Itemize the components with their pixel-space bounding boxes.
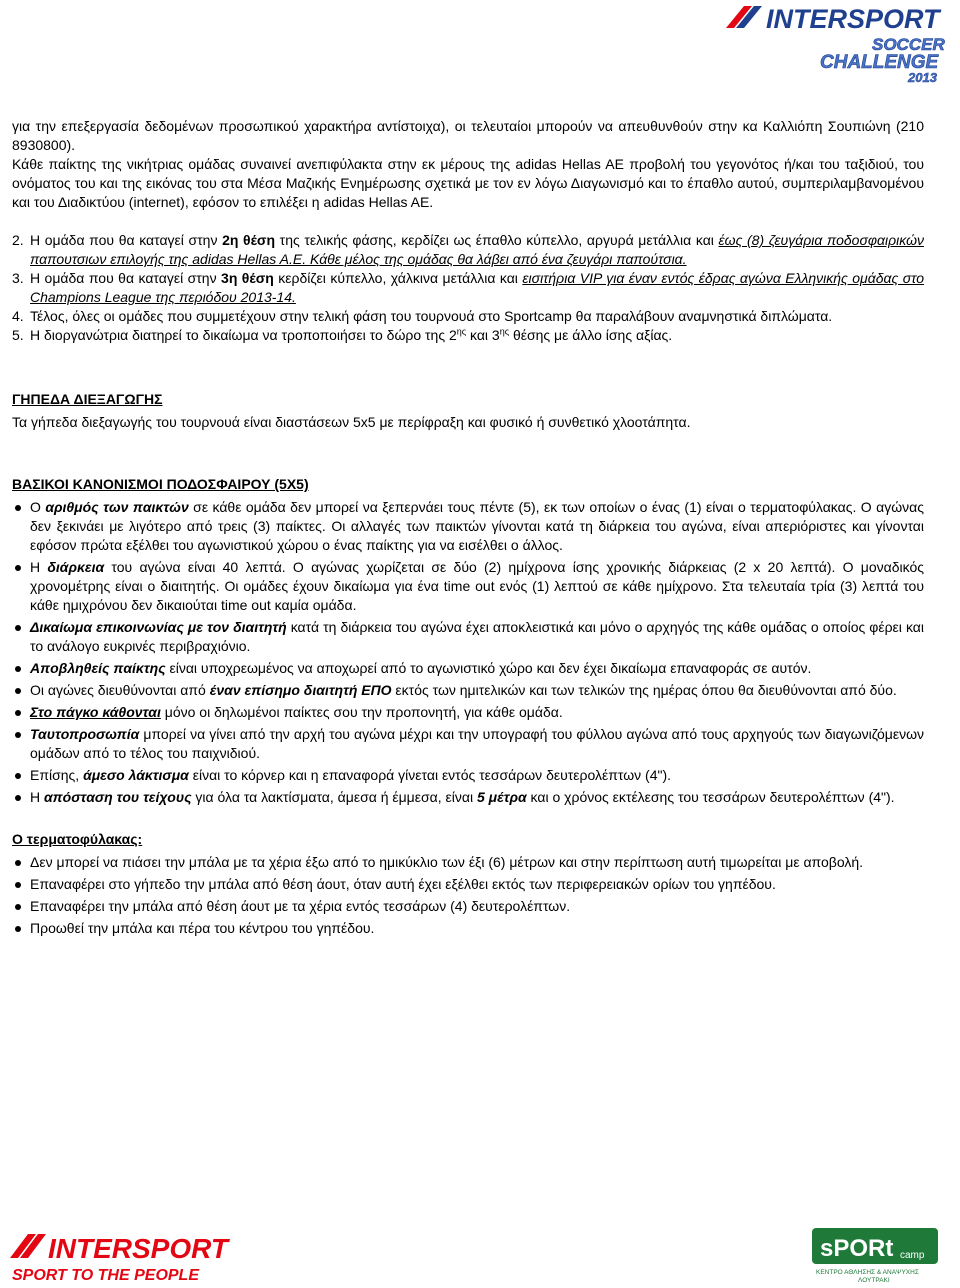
prize-text: Η ομάδα που θα καταγεί στην (30, 232, 223, 248)
footer-brand: INTERSPORT (48, 1233, 228, 1264)
prize-item-4 (12, 307, 924, 326)
sportcamp-suffix: camp (900, 1250, 925, 1261)
rule-item: Στο πάγκο κάθονται μόνο οι δηλωμένοι παίκτες σου την προπονητή, για κάθε ομάδα. (12, 703, 924, 722)
rule-item: Η διάρκεια του αγώνα είναι 40 λεπτά. Ο αγώνας χωρίζεται σε δύο (2) ημίχρονα ίσης χρονικής διάρκειας (2 x 20 λεπτά). Ο μοναδικός χρονομέτρης είναι ο διαιτητής. Οι ομάδες έχουν δικαίωμα για ένα time out ενός (1) λεπτού σε κάθε ημίχρονο. Στα τελευταία τρία (3) λεπτά του κάθε ημιχρόνου δεν δικαιούται time out καμία ομάδα. (12, 558, 924, 615)
intro-paragraph-1: για την επεξεργασία δεδομένων προσωπικού χαρακτήρα αντίστοιχα), οι τελευταίοι μπορούν να απευθυνθούν στην κα Καλλιόπη Σουπιώνη (210 8930800). (12, 118, 924, 153)
goalkeeper-rule: Δεν μπορεί να πιάσει την μπάλα με τα χέρια έξω από το ημικύκλιο των έξι (6) μέτρων και στην περίπτωση αυτή τιμωρείται με αποβολή. (12, 853, 924, 872)
rules-heading: ΒΑΣΙΚΟΙ ΚΑΝΟΝΙΣΜΟΙ ΠΟΔΟΣΦΑΙΡΟΥ (5X5) (12, 476, 309, 492)
logo-line1: SOCCER (872, 35, 945, 54)
prize-number: 3. (12, 270, 24, 286)
sportcamp-line2: ΛΟΥΤΡΑΚΙ (858, 1277, 890, 1284)
prize-place: 2η θέση (222, 232, 276, 248)
logo-year: 2013 (908, 70, 937, 84)
prize-number: 5. (12, 327, 24, 343)
prize-number: 2. (12, 232, 24, 248)
rule-item: Αποβληθείς παίκτης είναι υποχρεωμένος να αποχωρεί από το αγωνιστικό χώρο και δεν έχει δικαίωμα επαναφοράς σε αυτόν. (12, 659, 924, 678)
prize-place: 3η θέση (221, 270, 274, 286)
goalkeeper-rule: Προωθεί την μπάλα και πέρα του κέντρου του γηπέδου. (12, 919, 924, 938)
rule-item: Οι αγώνες διευθύνονται από έναν επίσημο διαιτητή ΕΠΟ εκτός των ημιτελικών και των τελικών της ημέρας όπου θα διευθύνονται από δύο. (12, 681, 924, 700)
prize-text: Η ομάδα που θα καταγεί στην (30, 270, 222, 286)
logo-line2: CHALLENGE (820, 52, 939, 73)
rules-list (12, 498, 924, 807)
ordinal-suffix: ης (499, 326, 510, 337)
goalkeeper-list (12, 853, 924, 938)
prize-text: Τέλος, όλες οι ομάδες που συμμετέχουν στην τελική φάση του τουρνουά στο Sportcamp θα παραλάβουν αναμνηστικά διπλώματα. (30, 308, 833, 324)
footer-swoosh-icon (10, 1234, 46, 1258)
sportcamp-line1: ΚΕΝΤΡΟ ΑΘΛΗΣΗΣ & ΑΝΑΨΥΧΗΣ (816, 1269, 919, 1276)
rule-item: Δικαίωμα επικοινωνίας με τον διαιτητή κατά τη διάρκεια του αγώνα έχει αποκλειστικά και μόνο ο αρχηγός της κάθε ομάδας ο οποίος φέρει και το ανάλογο ευκρινές περιβραχιόνιο. (12, 618, 924, 656)
prize-item-5 (12, 326, 924, 345)
prize-text: κερδίζει κύπελλο, χάλκινα μετάλλια και (273, 270, 523, 286)
rule-item: Επίσης, άμεσο λάκτισμα είναι το κόρνερ και η επαναφορά γίνεται εντός τεσσάρων δευτερολέπτων (4"). (12, 766, 924, 785)
goalkeeper-rule: Επαναφέρει στο γήπεδο την μπάλα από θέση άουτ, όταν αυτή έχει εξέλθει εκτός των περιφερειακών ορίων του γηπέδου. (12, 875, 924, 894)
sportcamp-logo (810, 1226, 940, 1284)
footer-slogan: SPORT TO THE PEOPLE (12, 1267, 199, 1284)
prize-highlight: εισιτήρια VIP για έναν εντός έδρας αγώνα Ελληνικής ομάδας στο Champions League της περιόδου 2013-14. (30, 270, 924, 305)
intro-paragraph-2: Κάθε παίκτης της νικήτριας ομάδας συναινεί ανεπιφύλακτα στην εκ μέρους της adidas Hellas AE προβολή του γεγονότος ή/και του ταξιδιού, του ονόματος του και της εικόνας του στα Μέσα Μαζικής Ενημέρωσης σχετικά με τον εν λόγω Διαγωνισμό και το έπαθλο αυτού, συμπεριλαμβανομένου και του Διαδικτύου (internet), εφόσον το επιλέξει η adidas Hellas AE. (12, 156, 924, 210)
document-body (12, 117, 924, 941)
ordinal-suffix: ης (456, 326, 467, 337)
prize-item-3 (12, 269, 924, 307)
prize-number: 4. (12, 308, 24, 324)
rule-item: Ο αριθμός των παικτών σε κάθε ομάδα δεν μπορεί να ξεπερνάει τους πέντε (5), εκ των οποίων ο ένας (1) είναι ο τερματοφύλακας. Ο αγώνας δεν ξεκινάει με λιγότερο από τρεις (3) παίκτες. Οι αλλαγές των παικτών γίνονται κατά τη διάρκεια του αγώνα, είναι απεριόριστες και γίνονται εφόσον πρώτα εξέλθει του αγωνιστικού χώρου ο ένας παίκτης για να εισέλθει ο άλλος. (12, 498, 924, 555)
prize-text: της τελικής φάσης, κερδίζει ως έπαθλο κύπελλο, αργυρά μετάλλια και (275, 232, 719, 248)
intersport-soccer-challenge-logo (722, 2, 954, 84)
logo-swoosh-icon (726, 6, 762, 28)
sportcamp-name: sPORt (820, 1235, 894, 1262)
goalkeeper-heading: Ο τερματοφύλακας: (12, 831, 143, 847)
goalkeeper-rule: Επαναφέρει την μπάλα από θέση άουτ με τα χέρια εντός τεσσάρων (4) δευτερολέπτων. (12, 897, 924, 916)
rule-item: Ταυτοπροσωπία μπορεί να γίνει από την αρχή του αγώνα μέχρι και την υπογραφή του φύλλου αγώνα από τους αρχηγούς των διαγωνιζόμενων ομάδων από το τέλος του παιχνιδιού. (12, 725, 924, 763)
prize-text: και 3 (466, 327, 500, 343)
prize-text: θέσης με άλλο ίσης αξίας. (509, 327, 673, 343)
prize-highlight: έως (8) ζευγάρια ποδοσφαιρικών παπουτσιων επιλογής της adidas Hellas A.E. Κάθε μέλος της ομάδας θα λάβει από ένα ζευγάρι παπούτσια. (30, 232, 924, 267)
rule-item: Η απόσταση του τείχους για όλα τα λακτίσματα, άμεσα ή έμμεσα, είναι 5 μέτρα και ο χρόνος εκτέλεσης του τεσσάρων δευτερολέπτων (4"). (12, 788, 924, 807)
header-brand: INTERSPORT (766, 4, 940, 34)
venues-heading: ΓΗΠΕΔΑ ΔΙΕΞΑΓΩΓΗΣ (12, 391, 163, 407)
venues-text: Τα γήπεδα διεξαγωγής του τουρνουά είναι διαστάσεων 5x5 με περίφραξη και φυσικό ή συνθετικό χλοοτάπητα. (12, 414, 691, 430)
prize-item-2 (12, 231, 924, 269)
intersport-footer-logo (8, 1228, 248, 1284)
prize-text: Η διοργανώτρια διατηρεί το δικαίωμα να τροποποιήσει το δώρο της 2 (30, 327, 457, 343)
